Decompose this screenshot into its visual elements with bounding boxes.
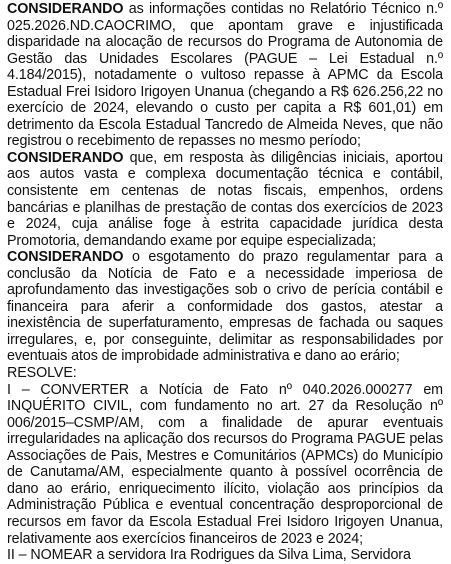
resolve-item-1: I – CONVERTER a Notícia de Fato nº 040.2026.000277 em INQUÉRITO CIVIL, com fundamento no art. 27 da Resolução nº 006/2015–CSMP/AM, com a finalidade de apurar eventuais irregularidades na aplicação dos recursos do Programa PAGUE pelas Associações de Pais, Mestres e Comunitários (APMCs) do Município de Canutama/AM, especialmente quanto à possível ocorrência de dano ao erário, enriquecimento ilícito, violação aos princípios da Administração Pública e eventual concentração desproporcional de recursos em favor da Escola Estadual Frei Isidoro Irigoyen Unanua, relativamente aos exercícios financeiros de 2023 e 2024; bbox=[7, 381, 443, 547]
considerando-paragraph-3 bbox=[7, 249, 443, 365]
considerando-paragraph-1 bbox=[7, 1, 443, 150]
paragraph-text: as informações contidas no Relatório Técnico n.º 025.2026.ND.CAOCRIMO, que apontam grave e injustificada disparidade na alocação de recursos do Programa de Autonomia de Gestão das Unidades Escolares (PAGUE – Lei Estadual n.º 4.184/2015), notadamente o vultoso repasse à APMC da Escola Estadual Frei Isidoro Irigoyen Unanua (chegando a R$ 626.256,22 no exercício de 2024, elevando o custo per capita a R$ 601,01) em detrimento da Escola Estadual Tancredo de Almeida Neves, que não registrou o recebimento de repasses no mesmo período; bbox=[7, 1, 443, 150]
considerando-lead: CONSIDERANDO bbox=[7, 249, 124, 266]
considerando-lead: CONSIDERANDO bbox=[7, 1, 124, 17]
paragraph-text: o esgotamento do prazo regulamentar para a conclusão da Notícia de Fato e a necessidade imperiosa de aprofundamento das investigações sob o crivo de perícia contábil e financeira para aferir a conformidade dos gastos, atestar a inexistência de superfaturamento, empresas de fachada ou saques irregulares, e, por conseguinte, delimitar as responsabilidades por eventuais atos de improbidade administrativa e dano ao erário; bbox=[7, 249, 443, 365]
resolve-heading: RESOLVE: bbox=[7, 365, 77, 382]
resolve-item-2: II – NOMEAR a servidora Ira Rodrigues da Silva Lima, Servidora bbox=[7, 547, 411, 564]
paragraph-text: que, em resposta às diligências iniciais, aportou aos autos vasta e complexa documentação técnica e contábil, consistente em centenas de notas fiscais, empenhos, ordens bancárias e planilhas de prestação de contas dos exercícios de 2023 e 2024, cuja análise foge à estrita capacidade jurídica desta Promotoria, demandando exame por equipe especializada; bbox=[7, 149, 443, 249]
considerando-paragraph-2 bbox=[7, 150, 443, 249]
considerando-lead: CONSIDERANDO bbox=[7, 149, 124, 166]
